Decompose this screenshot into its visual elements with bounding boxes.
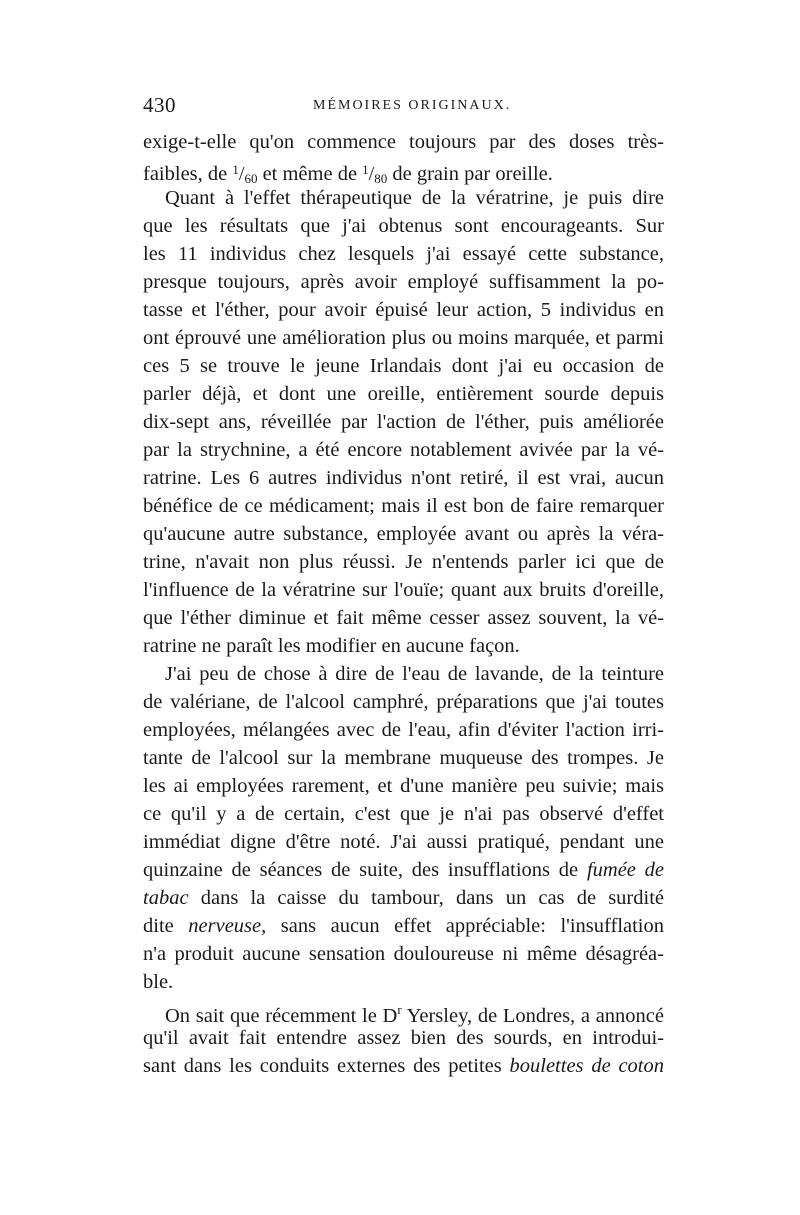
text-line: par la strychnine, a été encore notablement avivée par la vé- (143, 439, 664, 461)
text-line: immédiat digne d'être noté. J'ai aussi pratiqué, pendant une (143, 831, 664, 853)
text-line: Quant à l'effet thérapeutique de la vératrine, je puis dire (165, 187, 664, 209)
italic-text: boulettes de coton (509, 1055, 665, 1077)
text-line: ble. (143, 971, 174, 993)
text-line: de valériane, de l'alcool camphré, préparations que j'ai toutes (143, 691, 664, 713)
text-segment: dite (143, 915, 174, 937)
fraction-one-eightieth: $^1/_{80}$ (362, 162, 388, 186)
text-line: parler déjà, et dont une oreille, entièrement sourde depuis (143, 383, 664, 405)
text-line: ces 5 se trouve le jeune Irlandais dont j'ai eu occasion de (143, 355, 664, 377)
page-number: 430 (143, 93, 176, 117)
text-line: dix-sept ans, réveillée par l'action de l'éther, puis améliorée (143, 411, 664, 433)
fraction-denominator: 80 (374, 171, 388, 186)
text-line: ont éprouvé une amélioration plus ou moins marquée, et parmi (143, 327, 664, 349)
text-line (143, 856, 664, 884)
text-line: presque toujours, après avoir employé suffisamment la po- (143, 271, 664, 293)
page-header (143, 93, 663, 123)
text-line: trine, n'avait non plus réussi. Je n'entends parler ici que de (143, 551, 664, 573)
text-segment: Yersley, de Londres, a annoncé (401, 1004, 664, 1027)
fraction-numerator: 1 (362, 162, 369, 177)
text-line: ratrine. Les 6 autres individus n'ont retiré, il est vrai, aucun (143, 467, 664, 489)
text-line (143, 1052, 664, 1080)
italic-text: tabac (143, 887, 189, 909)
italic-text: nerveuse, (188, 915, 267, 937)
text-line: ce qu'il y a de certain, c'est que je n'ai pas observé d'effet (143, 803, 664, 825)
text-line: les 11 individus chez lesquels j'ai essayé cette substance, (143, 243, 664, 265)
running-head: MÉMOIRES ORIGINAUX. (313, 98, 512, 113)
text-line: n'a produit aucune sensation douloureuse ni même désagréa- (143, 943, 664, 965)
text-line: tasse et l'éther, pour avoir épuisé leur action, 5 individus en (143, 299, 664, 321)
superscript: r (397, 1002, 402, 1017)
fraction-numerator: 1 (232, 162, 239, 177)
text-segment: On sait que récemment le D (165, 1004, 398, 1027)
text-line: que les résultats que j'ai obtenus sont encourageants. Sur (143, 215, 664, 237)
text-line: exige-t-elle qu'on commence toujours par des doses très- (143, 131, 664, 153)
fraction-one-sixtieth: $^1/_{60}$ (232, 162, 258, 186)
text-line: l'influence de la vératrine sur l'ouïe; quant aux bruits d'oreille, (143, 579, 664, 601)
text-segment: et même de (257, 163, 363, 185)
text-line: bénéfice de ce médicament; mais il est bon de faire remarquer (143, 495, 664, 517)
text-segment: sans aucun effet appréciable: l'insufflation (266, 915, 664, 937)
text-segment: de grain par oreille. (387, 163, 553, 185)
text-line: que l'éther diminue et fait même cesser assez souvent, la vé- (143, 607, 664, 629)
text-segment: faibles, de (143, 163, 228, 185)
text-line: employées, mélangées avec de l'eau, afin d'éviter l'action irri- (143, 719, 664, 741)
text-line: ratrine ne paraît les modifier en aucune façon. (143, 635, 520, 657)
text-line: qu'aucune autre substance, employée avant ou après la véra- (143, 523, 664, 545)
text-line: tante de l'alcool sur la membrane muqueuse des trompes. Je (143, 747, 664, 769)
text-segment: sant dans les conduits externes des petites (143, 1055, 502, 1077)
text-line: qu'il avait fait entendre assez bien des sourds, en introdui- (143, 1027, 664, 1049)
text-line (143, 884, 664, 912)
fraction-denominator: 60 (244, 171, 258, 186)
text-line: les ai employées rarement, et d'une manière peu suivie; mais (143, 775, 664, 797)
text-segment: dans la caisse du tambour, dans un cas de surdité (200, 887, 665, 909)
italic-text: fumée de (586, 859, 665, 881)
text-line: J'ai peu de chose à dire de l'eau de lavande, de la teinture (165, 663, 664, 685)
text-segment: quinzaine de séances de suite, des insufflations de (143, 859, 579, 881)
text-line (143, 912, 664, 940)
